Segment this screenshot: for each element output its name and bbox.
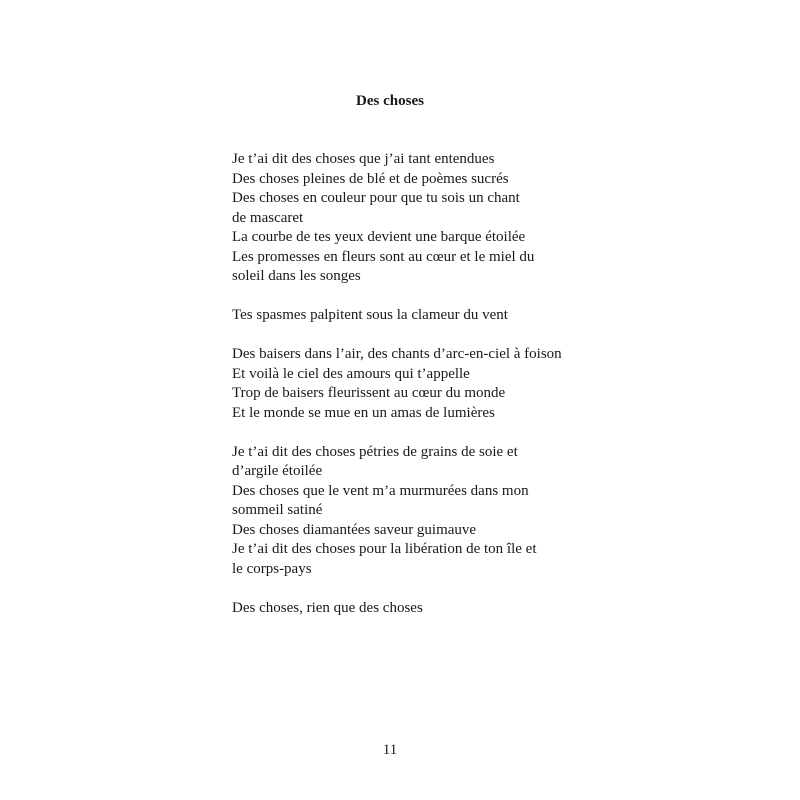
poem-line: Et voilà le ciel des amours qui t’appelle: [232, 365, 470, 382]
poem-line: d’argile étoilée: [232, 463, 323, 479]
poem-line: Des choses, rien que des choses: [232, 599, 423, 616]
poem-line: La courbe de tes yeux devient une barque étoilée: [232, 229, 526, 245]
stanza-5: [232, 599, 612, 619]
poem-line: Les promesses en fleurs sont au cœur et le miel du: [232, 248, 535, 265]
poem-body: [232, 150, 612, 638]
page-number: 11: [382, 742, 398, 758]
poem-line: Des choses que le vent m’a murmurées dans mon: [232, 482, 529, 499]
poem-line: le corps-pays: [232, 560, 312, 577]
stanza-2: [232, 306, 612, 326]
poem-line: Des choses en couleur pour que tu sois un chant: [232, 190, 520, 206]
poem-line: de mascaret: [232, 209, 304, 226]
poem-title: Des choses: [356, 93, 424, 109]
poem-line: Je t’ai dit des choses que j’ai tant entendues: [232, 151, 495, 167]
stanza-1: [232, 150, 612, 287]
poem-line: Des choses diamantées saveur guimauve: [232, 521, 477, 538]
poem-line: Je t’ai dit des choses pétries de grains de soie et: [232, 443, 518, 460]
poem-line: Des baisers dans l’air, des chants d’arc-en-ciel à foison: [232, 346, 562, 362]
poem-line: soleil dans les songes: [232, 268, 361, 284]
stanza-3: [232, 345, 612, 423]
poem-line: Des choses pleines de blé et de poèmes sucrés: [232, 170, 509, 187]
poem-line: Tes spasmes palpitent sous la clameur du vent: [232, 307, 508, 323]
poem-line: Et le monde se mue en un amas de lumières: [232, 404, 495, 421]
poem-line: sommeil satiné: [232, 502, 323, 518]
stanza-4: [232, 443, 612, 580]
poem-line: Trop de baisers fleurissent au cœur du monde: [232, 385, 506, 401]
poem-line: Je t’ai dit des choses pour la libération de ton île et: [232, 541, 537, 557]
